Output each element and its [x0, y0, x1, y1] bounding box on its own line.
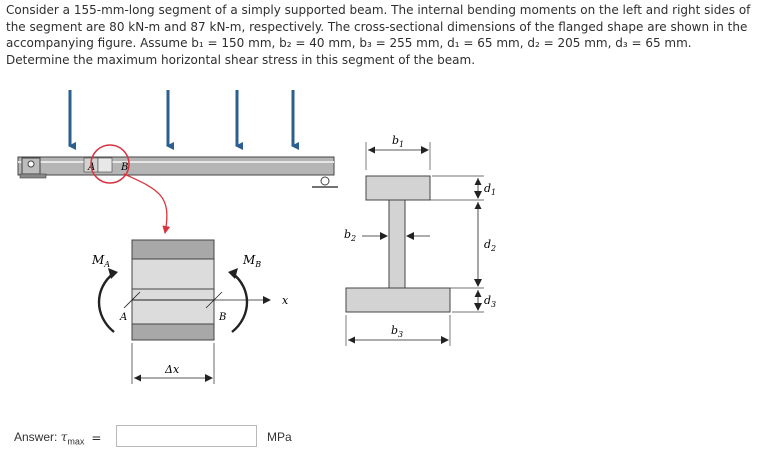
moment-arrow-right — [232, 273, 247, 332]
segment-label-a: A — [120, 312, 128, 323]
b3-label: $b_3$ — [391, 324, 404, 339]
d3-label: $d_3$ — [484, 294, 497, 309]
equals-sign: = — [91, 431, 102, 445]
load-arrows — [70, 90, 293, 146]
d1-label: $d_1$ — [484, 182, 497, 197]
question-text: Consider a 155-mm-long segment of a simply supported beam. The internal bending moments on the left and right sides of the segment are 80 kN-m and 87 kN-m, respectively. The cross-sectional dimensions of the flanged shape are shown in the accompanying figure. Assume b₁ = 150 mm, b₂ = 40 mm, b₃ = 255 mm, d₁ = 65 mm, d₂ = 205 mm, d₃ = 65 mm. Determine the maximum horizontal shear stress in this segment of the beam. — [6, 3, 751, 67]
d2-label: $d_2$ — [484, 238, 497, 253]
b1-label: $b_1$ — [392, 134, 405, 149]
beam-label-a: A — [88, 162, 96, 173]
delta-x-label: Δx — [165, 363, 180, 376]
b2-label: $b_2$ — [344, 228, 357, 243]
moment-arrow-left — [99, 273, 114, 332]
moment-label-b: $M_B$ — [243, 253, 262, 269]
answer-row — [14, 425, 110, 451]
segment-label-b: B — [219, 312, 227, 323]
beam-label-b: B — [121, 162, 129, 173]
simply-supported-beam — [18, 145, 338, 233]
highlight-arrow — [124, 174, 167, 233]
answer-label: Answer: $\tau_{max}$ — [14, 429, 85, 447]
beam-figure — [0, 78, 758, 418]
axis-x-label: x — [282, 294, 289, 307]
moment-label-a: $M_A$ — [92, 253, 111, 269]
flanged-cross-section — [344, 134, 496, 346]
unit-label: MPa — [267, 430, 292, 444]
free-body-segment — [91, 240, 289, 384]
answer-input[interactable] — [116, 425, 257, 447]
